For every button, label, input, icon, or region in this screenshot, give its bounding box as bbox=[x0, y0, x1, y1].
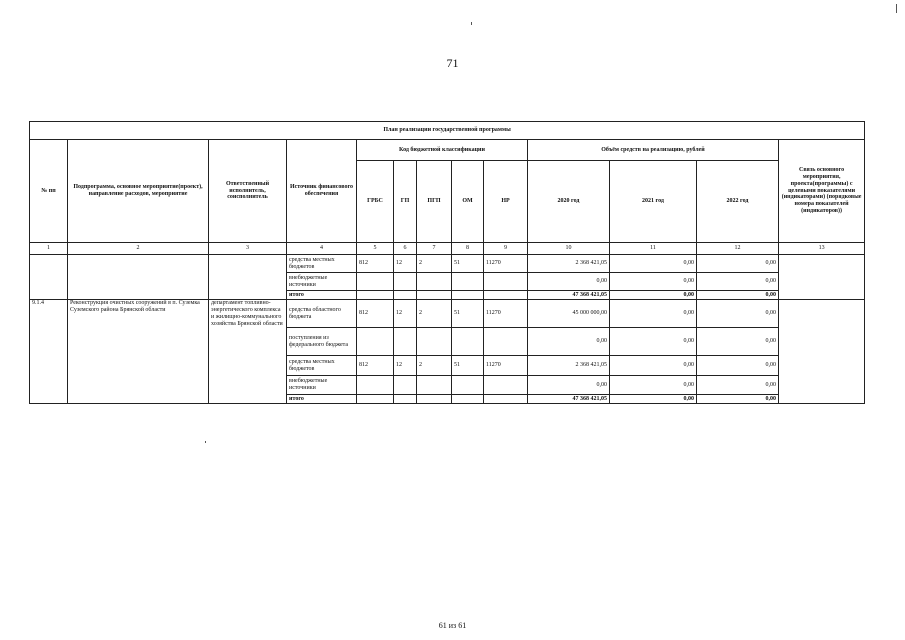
cell-nr bbox=[484, 376, 528, 395]
cell-grbs: 812 bbox=[357, 300, 394, 328]
header-volume: Объём средств на реализацию, рублей bbox=[528, 140, 779, 161]
cell-subprogram: Реконструкция очистных сооружений в п. Суземка Суземского района Брянской области bbox=[68, 300, 209, 404]
cell-source: средства местных бюджетов bbox=[287, 255, 357, 273]
header-nr: НР bbox=[484, 161, 528, 243]
cell-2021: 0,00 bbox=[610, 255, 697, 273]
cell-nr bbox=[484, 328, 528, 356]
cell-nr: 11270 bbox=[484, 300, 528, 328]
scan-mark bbox=[896, 4, 897, 13]
cell-grbs bbox=[357, 291, 394, 300]
cell-grbs bbox=[357, 328, 394, 356]
col-num: 11 bbox=[610, 243, 697, 255]
cell-source: средства областного бюджета bbox=[287, 300, 357, 328]
header-2020: 2020 год bbox=[528, 161, 610, 243]
cell-pgp bbox=[417, 376, 452, 395]
col-num: 2 bbox=[68, 243, 209, 255]
table-title: План реализации государственной программы bbox=[30, 122, 865, 140]
cell-pgp bbox=[417, 291, 452, 300]
cell-pgp bbox=[417, 328, 452, 356]
cell-2020: 45 000 000,00 bbox=[528, 300, 610, 328]
cell-nr bbox=[484, 273, 528, 291]
cell-2020: 0,00 bbox=[528, 376, 610, 395]
cell-source: поступления из федерального бюджета bbox=[287, 328, 357, 356]
cell-pgp: 2 bbox=[417, 356, 452, 376]
cell-nr bbox=[484, 291, 528, 300]
cell-2021: 0,00 bbox=[610, 328, 697, 356]
cell-2021: 0,00 bbox=[610, 300, 697, 328]
cell-om bbox=[452, 376, 484, 395]
cell-om bbox=[452, 328, 484, 356]
cell-gp bbox=[394, 328, 417, 356]
header-subprogram: Подпрограмма, основное мероприятие(проект), направление расходов, мероприятие bbox=[68, 140, 209, 243]
cell-gp bbox=[394, 291, 417, 300]
scan-mark bbox=[205, 441, 206, 443]
col-num: 7 bbox=[417, 243, 452, 255]
page-number: 71 bbox=[446, 56, 459, 70]
cell-source: внебюджетные источники bbox=[287, 273, 357, 291]
header-pgp: ПГП bbox=[417, 161, 452, 243]
cell-source: внебюджетные источники bbox=[287, 376, 357, 395]
scan-mark bbox=[471, 22, 472, 25]
cell-2021: 0,00 bbox=[610, 356, 697, 376]
header-link: Связь основного мероприятия, проекта(программы) с целевыми показателями (индикаторами) (порядковые номера показателей (индикаторов)) bbox=[779, 140, 865, 243]
cell-2020: 2 368 421,05 bbox=[528, 255, 610, 273]
header-executor: Ответственный исполнитель, соисполнитель bbox=[209, 140, 287, 243]
table-row bbox=[30, 255, 865, 273]
cell-2022: 0,00 bbox=[697, 300, 779, 328]
page-footer: 61 из 61 bbox=[438, 621, 467, 630]
col-num: 13 bbox=[779, 243, 865, 255]
col-num: 3 bbox=[209, 243, 287, 255]
cell-executor: департамент топливно-энергетического комплекса и жилищно-коммунального хозяйства Брянской области bbox=[209, 300, 287, 404]
cell-pgp: 2 bbox=[417, 255, 452, 273]
header-grbs: ГРБС bbox=[357, 161, 394, 243]
column-number-row bbox=[30, 243, 865, 255]
header-source: Источник финансового обеспечения bbox=[287, 140, 357, 243]
cell-2020: 2 368 421,05 bbox=[528, 356, 610, 376]
cell-executor bbox=[209, 255, 287, 300]
cell-pgp bbox=[417, 395, 452, 404]
header-budget-code: Код бюджетной классификации bbox=[357, 140, 528, 161]
cell-gp: 12 bbox=[394, 255, 417, 273]
cell-2020: 47 368 421,05 bbox=[528, 395, 610, 404]
cell-subprogram bbox=[68, 255, 209, 300]
col-num: 4 bbox=[287, 243, 357, 255]
cell-grbs: 812 bbox=[357, 356, 394, 376]
cell-gp: 12 bbox=[394, 356, 417, 376]
cell-source: итого bbox=[287, 395, 357, 404]
cell-2020: 0,00 bbox=[528, 273, 610, 291]
cell-pgp bbox=[417, 273, 452, 291]
cell-om bbox=[452, 395, 484, 404]
header-gp: ГП bbox=[394, 161, 417, 243]
cell-source: итого bbox=[287, 291, 357, 300]
cell-2021: 0,00 bbox=[610, 395, 697, 404]
cell-2022: 0,00 bbox=[697, 273, 779, 291]
cell-2021: 0,00 bbox=[610, 291, 697, 300]
cell-2022: 0,00 bbox=[697, 255, 779, 273]
cell-nr: 11270 bbox=[484, 356, 528, 376]
cell-2022: 0,00 bbox=[697, 376, 779, 395]
cell-2022: 0,00 bbox=[697, 356, 779, 376]
cell-nr bbox=[484, 395, 528, 404]
cell-grbs bbox=[357, 273, 394, 291]
cell-om: 51 bbox=[452, 300, 484, 328]
header-num: № пп bbox=[30, 140, 68, 243]
cell-source: средства местных бюджетов bbox=[287, 356, 357, 376]
cell-om: 51 bbox=[452, 255, 484, 273]
cell-gp bbox=[394, 273, 417, 291]
cell-2022: 0,00 bbox=[697, 328, 779, 356]
cell-2020: 0,00 bbox=[528, 328, 610, 356]
cell-grbs: 812 bbox=[357, 255, 394, 273]
header-om: ОМ bbox=[452, 161, 484, 243]
col-num: 10 bbox=[528, 243, 610, 255]
cell-link bbox=[779, 300, 865, 404]
cell-gp: 12 bbox=[394, 300, 417, 328]
col-num: 12 bbox=[697, 243, 779, 255]
cell-2021: 0,00 bbox=[610, 273, 697, 291]
header-2021: 2021 год bbox=[610, 161, 697, 243]
col-num: 9 bbox=[484, 243, 528, 255]
cell-2022: 0,00 bbox=[697, 395, 779, 404]
cell-num: 9.1.4 bbox=[30, 300, 68, 404]
cell-2020: 47 368 421,05 bbox=[528, 291, 610, 300]
cell-nr: 11270 bbox=[484, 255, 528, 273]
col-num: 1 bbox=[30, 243, 68, 255]
col-num: 6 bbox=[394, 243, 417, 255]
cell-om: 51 bbox=[452, 356, 484, 376]
program-plan-table bbox=[29, 121, 865, 404]
cell-om bbox=[452, 273, 484, 291]
table-row bbox=[30, 300, 865, 328]
cell-grbs bbox=[357, 395, 394, 404]
cell-gp bbox=[394, 395, 417, 404]
cell-pgp: 2 bbox=[417, 300, 452, 328]
col-num: 8 bbox=[452, 243, 484, 255]
cell-om bbox=[452, 291, 484, 300]
cell-num bbox=[30, 255, 68, 300]
cell-gp bbox=[394, 376, 417, 395]
cell-2021: 0,00 bbox=[610, 376, 697, 395]
col-num: 5 bbox=[357, 243, 394, 255]
cell-grbs bbox=[357, 376, 394, 395]
cell-link bbox=[779, 255, 865, 300]
header-2022: 2022 год bbox=[697, 161, 779, 243]
cell-2022: 0,00 bbox=[697, 291, 779, 300]
